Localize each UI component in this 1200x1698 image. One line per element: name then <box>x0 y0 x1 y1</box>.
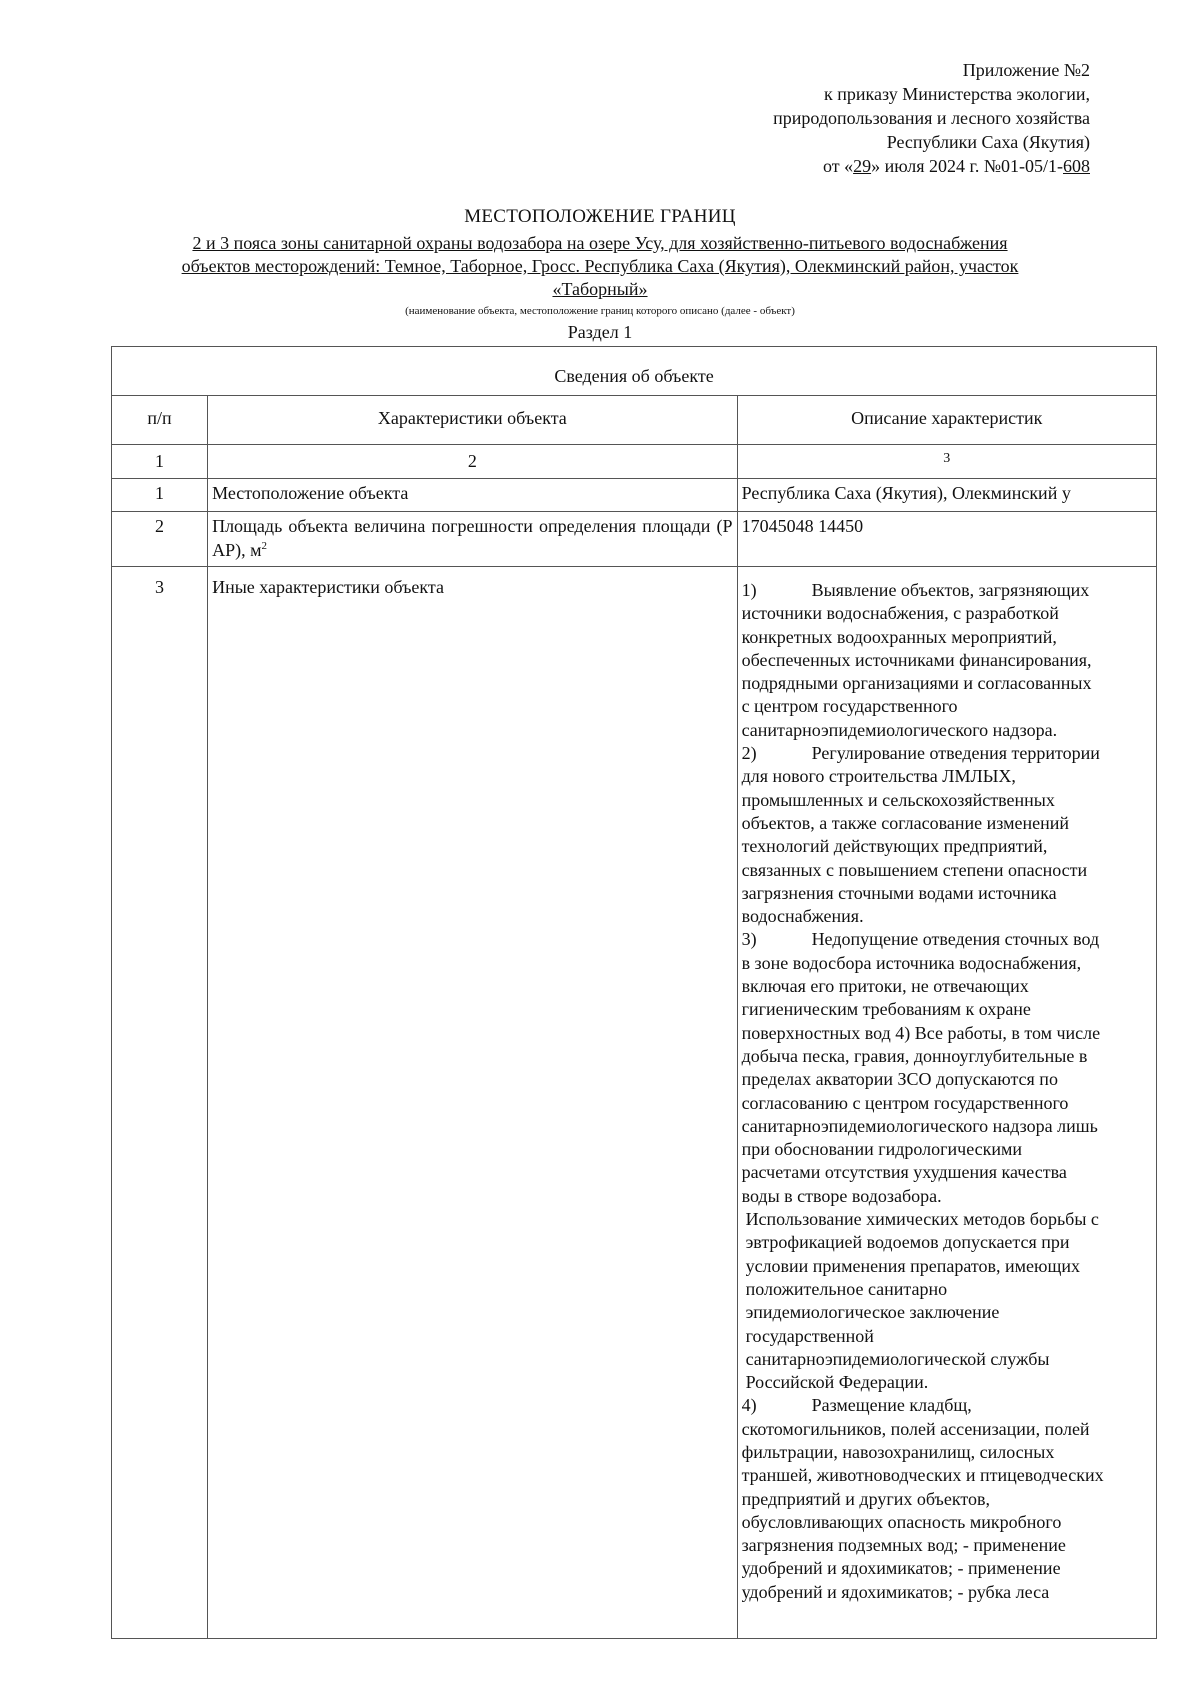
characteristic-line: эвтрофикацией водоемов допускается при <box>745 1232 1070 1253</box>
row-name: Иные характеристики объекта <box>208 567 737 1639</box>
characteristic-line: санитарноэпидемиологического надзора. <box>741 719 1058 740</box>
characteristic-line: предприятий и других объектов, <box>741 1488 990 1509</box>
object-name-line: объектов месторождений: Темное, Таборное, Гросс. Республика Саха (Якутия), Олекминский район, участок <box>181 256 1019 276</box>
characteristic-item <box>742 579 1152 742</box>
table-header: Сведения об объекте <box>112 347 1157 396</box>
column-number: 3 <box>737 445 1156 479</box>
characteristic-line: включая его притоки, не отвечающих <box>741 976 1029 997</box>
row-number: 1 <box>112 479 208 512</box>
characteristic-line: гигиеническим требованиям к охране <box>741 999 1031 1020</box>
characteristic-line: положительное санитарно <box>745 1278 948 1299</box>
characteristic-line: государственной <box>745 1325 874 1346</box>
object-name-line: 2 и 3 пояса зоны санитарной охраны водозабора на озере Усу, для хозяйственно-питьевого водоснабжения <box>192 233 1008 253</box>
characteristic-item <box>742 1394 1152 1604</box>
column-header-row <box>112 396 1157 445</box>
row-number: 3 <box>112 567 208 1639</box>
table-header-row <box>112 347 1157 396</box>
object-caption: (наименование объекта, местоположение границ которого описано (далее - объект) <box>405 305 795 317</box>
characteristic-line: санитарноэпидемиологического надзора лишь <box>741 1115 1098 1136</box>
characteristic-text: Выявление объектов, загрязняющих <box>811 580 1090 600</box>
characteristic-line: водоснабжения. <box>741 906 864 927</box>
characteristic-line: удобрений и ядохимикатов; - применение <box>741 1558 1061 1579</box>
characteristic-first-line <box>742 579 1152 602</box>
object-name <box>120 232 1080 301</box>
object-name-line: «Таборный» <box>552 279 648 299</box>
characteristic-item <box>742 928 1152 1208</box>
characteristic-line: источники водоснабжения, с разработкой <box>741 603 1059 624</box>
characteristic-line: технологий действующих предприятий, <box>741 836 1048 857</box>
characteristic-line: при обосновании гидрологическими <box>741 1139 1023 1160</box>
row-name: Местоположение объекта <box>208 479 737 512</box>
characteristic-line: пределах акватории ЗСО допускаются по <box>741 1069 1058 1090</box>
row-value: Республика Саха (Якутия), Олекминский у <box>737 479 1156 512</box>
characteristic-number: 3) <box>741 929 757 950</box>
row-value: 17045048 14450 <box>737 512 1156 567</box>
column-header: Описание характеристик <box>737 396 1156 445</box>
table-row <box>112 512 1157 567</box>
characteristic-line: воды в створе водозабора. <box>741 1185 942 1206</box>
column-number-row <box>112 445 1157 479</box>
row-number: 2 <box>112 512 208 567</box>
characteristic-text: Регулирование отведения территории <box>811 743 1100 764</box>
characteristic-number: 4) <box>741 1395 757 1416</box>
other-characteristics <box>738 567 1156 1606</box>
characteristic-number: 2) <box>741 743 757 764</box>
characteristic-line: согласованию с центром государственного <box>741 1092 1069 1113</box>
characteristic-line: условии применения препаратов, имеющих <box>745 1255 1080 1276</box>
characteristic-number: 1) <box>741 580 757 600</box>
appendix-line: Республики Саха (Якутия) <box>886 132 1090 152</box>
characteristic-line: связанных с повышением степени опасности <box>741 859 1088 880</box>
characteristic-line: эпидемиологическое заключение <box>745 1302 1000 1323</box>
characteristic-line: добыча песка, гравия, донноуглубительные в <box>741 1045 1088 1066</box>
page-title: МЕСТОПОЛОЖЕНИЕ ГРАНИЦ <box>464 206 736 227</box>
characteristic-first-line <box>742 928 1152 951</box>
order-number: 608 <box>1063 156 1090 176</box>
characteristic-line: подрядными организациями и согласованных <box>741 673 1092 694</box>
characteristic-line: Российской Федерации. <box>745 1372 929 1393</box>
characteristic-line: в зоне водосбора источника водоснабжения, <box>741 952 1082 973</box>
appendix-header <box>490 58 1090 178</box>
characteristic-first-line <box>742 742 1152 765</box>
characteristic-line: удобрений и ядохимикатов; - рубка леса <box>741 1581 1050 1602</box>
characteristic-line: загрязнения сточными водами источника <box>741 882 1057 903</box>
characteristic-line: расчетами отсутствия ухудшения качества <box>741 1162 1067 1183</box>
column-number: 2 <box>208 445 737 479</box>
column-header: Характеристики объекта <box>208 396 737 445</box>
table-row <box>112 479 1157 512</box>
column-number: 1 <box>112 445 208 479</box>
characteristic-first-line <box>742 1394 1152 1417</box>
column-header: п/п <box>112 396 208 445</box>
characteristic-line: Использование химических методов борьбы с <box>745 1209 1099 1230</box>
characteristic-line: объектов, а также согласование изменений <box>741 812 1070 833</box>
characteristic-item <box>742 742 1152 928</box>
row-name: Площадь объекта величина погрешности определения площади (Р АР), $м^2$ <box>208 512 737 567</box>
characteristic-text: Размещение кладбщ, <box>811 1395 972 1416</box>
date-day: 29 <box>853 156 872 176</box>
characteristic-line: с центром государственного <box>741 696 958 717</box>
date-prefix: от « <box>822 156 854 176</box>
characteristic-line: траншей, животноводческих и птицеводческих <box>741 1465 1104 1486</box>
characteristic-line: скотомогильников, полей ассенизации, полей <box>741 1418 1090 1439</box>
characteristic-line: обусловливающих опасность микробного <box>741 1511 1062 1532</box>
object-info-table <box>111 346 1157 1639</box>
characteristic-line: обеспеченных источниками финансирования, <box>741 649 1092 670</box>
table-row <box>112 567 1157 1639</box>
characteristic-line: промышленных и сельскохозяйственных <box>741 789 1055 810</box>
section-label: Раздел 1 <box>567 322 633 342</box>
characteristic-line: загрязнения подземных вод; - применение <box>741 1535 1066 1556</box>
appendix-date <box>490 154 1090 178</box>
characteristic-line: конкретных водоохранных мероприятий, <box>741 626 1057 647</box>
characteristic-line: санитарноэпидемиологической службы <box>745 1348 1050 1369</box>
date-middle: » июля 2024 г. №01-05/1- <box>871 156 1063 176</box>
appendix-line: к приказу Министерства экологии, <box>823 84 1090 104</box>
characteristic-line: фильтрации, навозохранилищ, силосных <box>741 1441 1055 1462</box>
characteristic-text: Недопущение отведения сточных вод <box>811 929 1100 950</box>
appendix-line: природопользования и лесного хозяйства <box>773 108 1090 128</box>
characteristic-item <box>742 1208 1152 1394</box>
appendix-line: Приложение №2 <box>962 60 1090 80</box>
characteristic-line: для нового строительства ЛМЛЫХ, <box>741 766 1016 787</box>
characteristic-line: поверхностных вод 4) Все работы, в том числе <box>741 1022 1101 1043</box>
row-value <box>737 567 1156 1639</box>
